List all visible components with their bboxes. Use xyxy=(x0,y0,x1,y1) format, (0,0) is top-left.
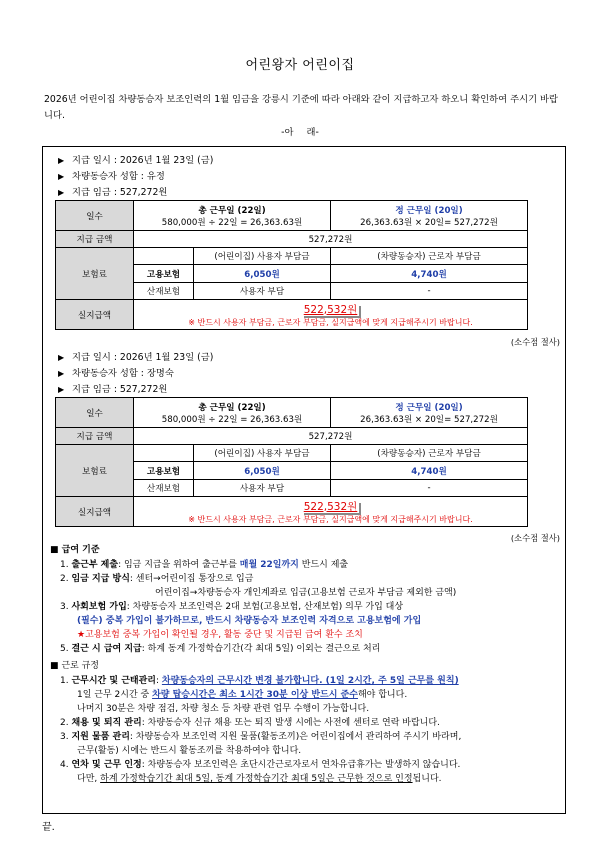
payment-1-date: ▶ 지급 일시 : 2026년 1월 23일 (금) xyxy=(58,155,214,166)
net-pay-cell xyxy=(134,497,528,527)
rule-1: 1. 근무시간 및 근태관리: 차량동승자의 근무시간 변경 불가합니다. (1일 2시간, 주 5일 근무를 원칙) xyxy=(60,676,459,686)
actual-days-calc: 26,363.63원 × 20일= 527,272원 xyxy=(360,414,498,425)
criteria-item-3-required: (필수) 중복 가입이 불가하므로, 반드시 차량동승자 보조인력 자격으로 고용보험에 가입 xyxy=(77,616,422,626)
employment-insurance-worker: 4,740원 xyxy=(331,462,528,480)
actual-days-cell xyxy=(331,398,528,428)
insurance-label: 보험료 xyxy=(56,445,134,497)
triangle-bullet-icon: ▶ xyxy=(58,156,65,165)
triangle-bullet-icon: ▶ xyxy=(58,385,65,394)
employer-share-head: (어린이집) 사용자 부담금 xyxy=(194,445,331,462)
net-pay-value: 522,532원 xyxy=(303,303,358,316)
net-pay-label: 실지급액 xyxy=(56,497,134,527)
criteria-heading: ■ 급여 기준 xyxy=(50,545,100,555)
worker-share-head: (차량동승자) 근로자 부담금 xyxy=(331,248,528,265)
total-days-calc: 580,000원 ÷ 22일 = 26,363.63원 xyxy=(161,217,303,228)
accident-insurance-employer: 사용자 부담 xyxy=(194,283,331,300)
net-pay-note: ※ 반드시 사용자 부담금, 근로자 부담금, 실지급액에 맞게 지급해주시기 바랍니다. xyxy=(188,317,473,327)
net-pay-value: 522,532원 xyxy=(303,500,358,513)
rule-4: 4. 연차 및 근무 인정: 차량동승자 보조인력은 초단시간근로자로서 연차유급휴가는 발생하지 않습니다. xyxy=(60,760,461,770)
end-mark: 끝. xyxy=(42,822,55,833)
employer-share-head: (어린이집) 사용자 부담금 xyxy=(194,248,331,265)
rule-4-line-2: 다만, 하계 가정학습기간 최대 5일, 동계 가정학습기간 최대 5일은 근무한 것으로 인정됩니다. xyxy=(77,774,442,784)
payment-2-name: ▶ 차량동승자 성함 : 장명숙 xyxy=(58,368,174,379)
criteria-item-1: 1. 출근부 제출: 임금 지급을 위하여 출근부를 매월 22일까지 반드시 제출 xyxy=(60,560,349,570)
total-days-cell xyxy=(134,398,331,428)
criteria-item-2: 2. 임금 지급 방식: 센터→어린이집 통장으로 입금 xyxy=(60,574,254,584)
rule-1-line-2: 1일 근무 2시간 중 차량 탑승시간은 최소 1시간 30분 이상 반드시 준수해야 합니다. xyxy=(77,690,408,700)
pay-amount-label: 지급 금액 xyxy=(56,428,134,445)
payment-1-amount: ▶ 지급 임금 : 527,272원 xyxy=(58,187,168,198)
actual-days-cell xyxy=(331,201,528,231)
triangle-bullet-icon: ▶ xyxy=(58,353,65,362)
accident-insurance-label: 산재보험 xyxy=(134,283,194,300)
payment-2-table xyxy=(55,397,528,527)
criteria-item-5: 5. 결근 시 급여 지급: 하계 동계 가정학습기간(각 최대 5일) 이외는 결근으로 처리 xyxy=(60,644,381,654)
criteria-item-3-warning: ★고용보험 중복 가입이 확인될 경우, 활동 중단 및 지급된 급여 환수 조치 xyxy=(77,630,363,640)
employment-insurance-label: 고용보험 xyxy=(134,462,194,480)
accident-insurance-worker: - xyxy=(331,283,528,300)
criteria-item-2-sub: 어린이집→차량동승자 개인계좌로 입금(고용보험 근로자 부담금 제외한 금액) xyxy=(155,588,457,598)
below-note: -아 래- xyxy=(281,127,319,138)
employment-insurance-worker: 4,740원 xyxy=(331,265,528,283)
triangle-bullet-icon: ▶ xyxy=(58,369,65,378)
accident-insurance-employer: 사용자 부담 xyxy=(194,480,331,497)
net-pay-label: 실지급액 xyxy=(56,300,134,330)
payment-1-table xyxy=(55,200,528,330)
total-days-title: 총 근무일 (22일) xyxy=(198,205,266,216)
worker-share-head: (차량동승자) 근로자 부담금 xyxy=(331,445,528,462)
rule-1-line-3: 나머지 30분은 차량 점검, 차량 청소 등 차량 관련 업무 수행이 가능합니다. xyxy=(77,704,370,714)
criteria-item-3: 3. 사회보험 가입: 차량동승자 보조인력은 2대 보험(고용보험, 산재보험) 의무 가입 대상 xyxy=(60,602,404,612)
rule-2: 2. 채용 및 퇴직 관리: 차량동승자 신규 채용 또는 퇴직 발생 시에는 사전에 센터로 연락 바랍니다. xyxy=(60,718,440,728)
employment-insurance-employer: 6,050원 xyxy=(194,462,331,480)
days-label: 일수 xyxy=(56,398,134,428)
payment-2-date: ▶ 지급 일시 : 2026년 1월 23일 (금) xyxy=(58,352,214,363)
actual-days-calc: 26,363.63원 × 20일= 527,272원 xyxy=(360,217,498,228)
total-days-calc: 580,000원 ÷ 22일 = 26,363.63원 xyxy=(161,414,303,425)
pay-amount-label: 지급 금액 xyxy=(56,231,134,248)
triangle-bullet-icon: ▶ xyxy=(58,188,65,197)
payment-2-amount: ▶ 지급 임금 : 527,272원 xyxy=(58,384,168,395)
total-days-title: 총 근무일 (22일) xyxy=(198,402,266,413)
rule-3-line-2: 근무(활동) 시에는 반드시 활동조끼를 착용하여야 합니다. xyxy=(77,746,302,756)
rounding-note-1: (소수점 절사) xyxy=(510,337,560,347)
rounding-note-2: (소수점 절사) xyxy=(510,533,560,543)
days-label: 일수 xyxy=(56,201,134,231)
actual-days-title: 정 근무일 (20일) xyxy=(395,402,463,413)
net-pay-cell xyxy=(134,300,528,330)
insurance-label: 보험료 xyxy=(56,248,134,300)
payment-1-name: ▶ 차량동승자 성함 : 유정 xyxy=(58,171,165,182)
employment-insurance-employer: 6,050원 xyxy=(194,265,331,283)
triangle-bullet-icon: ▶ xyxy=(58,172,65,181)
intro-paragraph: 2026년 어린이집 차량동승자 보조인력의 1월 임금을 강릉시 기준에 따라 아래와 같이 지급하고자 하오니 확인하여 주시기 바랍니다. xyxy=(44,94,558,121)
actual-days-title: 정 근무일 (20일) xyxy=(395,205,463,216)
rules-heading: ■ 근로 규정 xyxy=(50,661,100,671)
total-days-cell xyxy=(134,201,331,231)
pay-amount-value: 527,272원 xyxy=(134,428,528,445)
accident-insurance-label: 산재보험 xyxy=(134,480,194,497)
document-title: 어린왕자 어린이집 xyxy=(245,58,355,73)
accident-insurance-worker: - xyxy=(331,480,528,497)
net-pay-note: ※ 반드시 사용자 부담금, 근로자 부담금, 실지급액에 맞게 지급해주시기 바랍니다. xyxy=(188,514,473,524)
pay-amount-value: 527,272원 xyxy=(134,231,528,248)
employment-insurance-label: 고용보험 xyxy=(134,265,194,283)
rule-3: 3. 지원 물품 관리: 차량동승자 보조인력 지원 물품(활동조끼)은 어린이집에서 관리하여 주시기 바라며, xyxy=(60,732,462,742)
